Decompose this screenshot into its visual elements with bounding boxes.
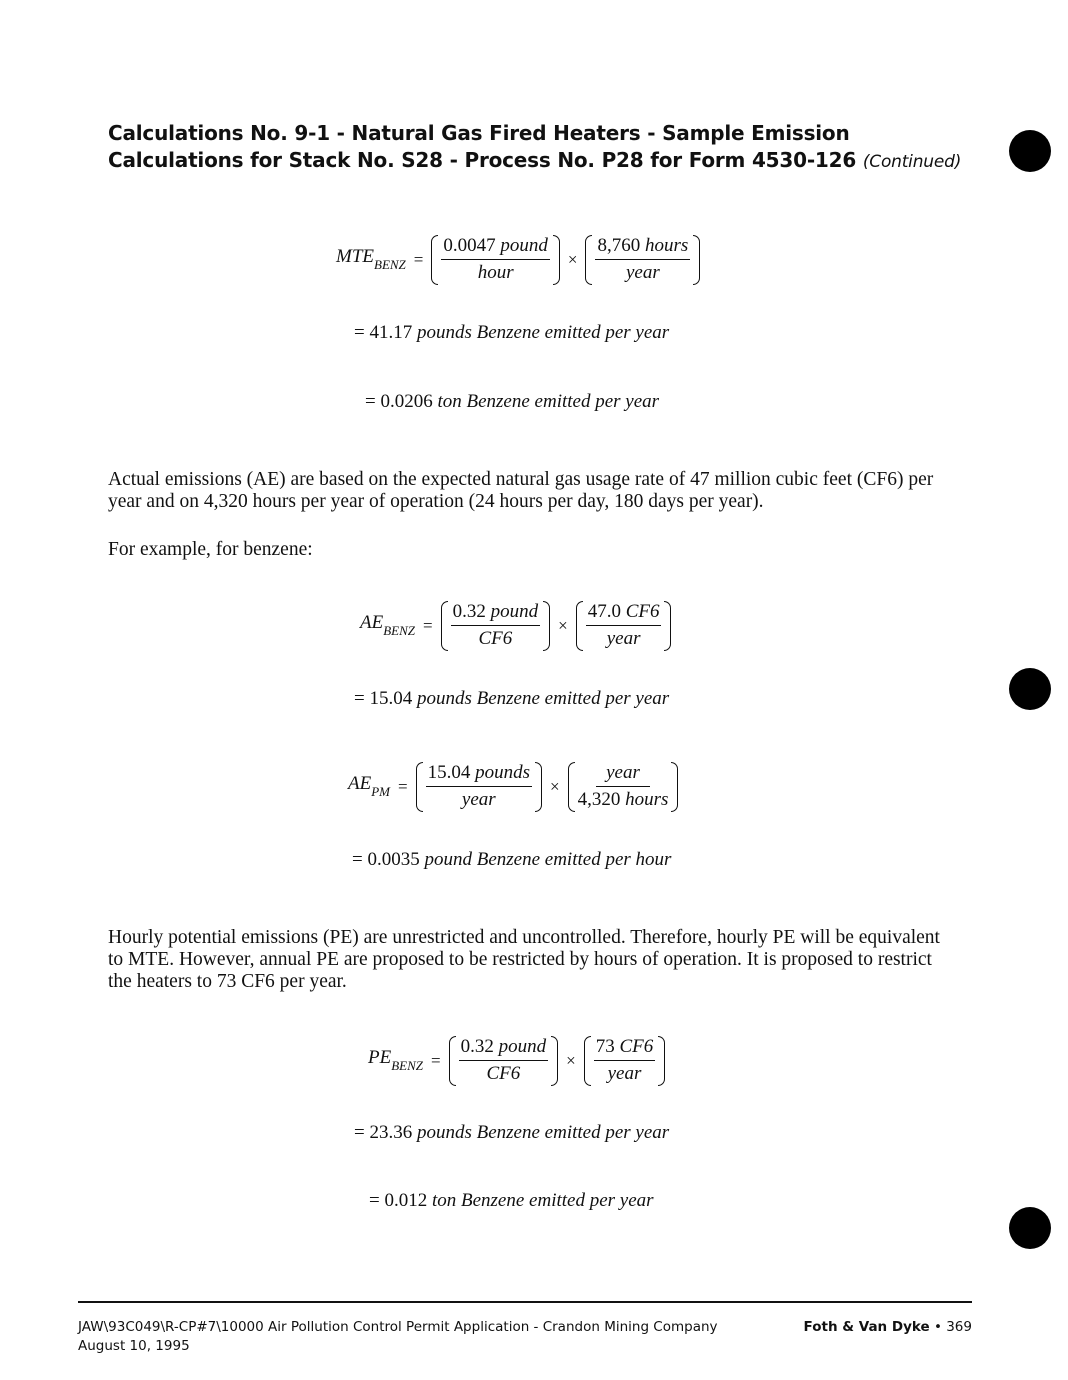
footer-right xyxy=(804,1318,972,1337)
footer-doc-id: JAW\93C049\R-CP#7\10000 Air Pollution Control Permit Application - Crandon Mining Company xyxy=(78,1319,718,1335)
equation-mte xyxy=(336,234,700,285)
result-line: = 23.36 pounds Benzene emitted per year xyxy=(354,1122,670,1143)
result-line: = 0.0206 ton Benzene emitted per year xyxy=(365,391,660,412)
equals-sign: = xyxy=(431,1050,441,1070)
fraction-term: $\frac{\text{15.04 pounds}}{\text{year}}$ xyxy=(416,761,542,812)
result-line: = 41.17 pounds Benzene emitted per year xyxy=(354,322,670,343)
equation-lhs: $PE_{BENZ}$ xyxy=(368,1047,424,1073)
body-paragraph: Hourly potential emissions (PE) are unrestricted and uncontrolled. Therefore, hourly PE will be equivalent to MTE. However, annual PE are proposed to be restricted by hours of operation. It is proposed to restrict the heaters to 73 CF6 per year. xyxy=(108,927,940,992)
punch-hole xyxy=(1009,668,1051,710)
equals-sign: = xyxy=(398,776,408,796)
equation-pe-benz xyxy=(368,1035,665,1086)
body-paragraph: Actual emissions (AE) are based on the expected natural gas usage rate of 47 million cubic feet (CF6) per year and on 4,320 hours per year of operation (24 hours per day, 180 days per year). xyxy=(108,469,934,512)
times-sign: × xyxy=(558,615,568,635)
times-sign: × xyxy=(566,1050,576,1070)
fraction-term: $\frac{\text{0.32 pound}}{CF6}$ xyxy=(441,600,551,651)
fraction-term: $\frac{73 CF6}{\text{year}}$ xyxy=(584,1035,666,1086)
times-sign: × xyxy=(567,249,578,269)
page-number: 369 xyxy=(946,1319,972,1335)
equals-sign: = xyxy=(413,249,424,269)
footer-rule xyxy=(78,1301,972,1303)
equation-lhs: $AE_{PM}$ xyxy=(348,773,390,799)
equation-lhs: $AE_{BENZ}$ xyxy=(360,612,416,638)
equation-lhs: $MTE_{BENZ}$ xyxy=(336,246,406,272)
result-line: = 0.0035 pound Benzene emitted per hour xyxy=(352,849,672,870)
heading-text: Calculations No. 9-1 - Natural Gas Fired Heaters - Sample Emission Calculations for Stack No. S28 - Process No. P28 for Form 4530-126 xyxy=(108,121,857,172)
fraction-term: $\frac{\text{0.0047 pound}}{\text{hour}}$ xyxy=(431,234,560,285)
result-line: = 15.04 pounds Benzene emitted per year xyxy=(354,688,670,709)
footer-bullet: • xyxy=(933,1319,942,1335)
footer-firm: Foth & Van Dyke xyxy=(803,1319,930,1335)
result-line: = 0.012 ton Benzene emitted per year xyxy=(369,1190,654,1211)
section-heading xyxy=(108,120,968,176)
equation-ae-benz xyxy=(360,600,671,651)
heading-continued: (Continued) xyxy=(862,152,962,172)
fraction-term: $\frac{47.0 CF6}{\text{year}}$ xyxy=(576,600,672,651)
times-sign: × xyxy=(550,776,560,796)
equation-ae-pm xyxy=(348,761,678,812)
footer-date: August 10, 1995 xyxy=(78,1338,190,1354)
punch-hole xyxy=(1009,130,1051,172)
fraction-term: $\frac{\text{year}}{\text{4,320 hours}}$ xyxy=(568,761,679,812)
body-paragraph: For example, for benzene: xyxy=(108,539,313,560)
fraction-term: $\frac{\text{8,760 hours}}{\text{year}}$ xyxy=(585,234,700,285)
fraction-term: $\frac{\text{0.32 pound}}{CF6}$ xyxy=(449,1035,559,1086)
punch-hole xyxy=(1009,1207,1051,1249)
equals-sign: = xyxy=(423,615,433,635)
footer-left xyxy=(78,1318,718,1356)
